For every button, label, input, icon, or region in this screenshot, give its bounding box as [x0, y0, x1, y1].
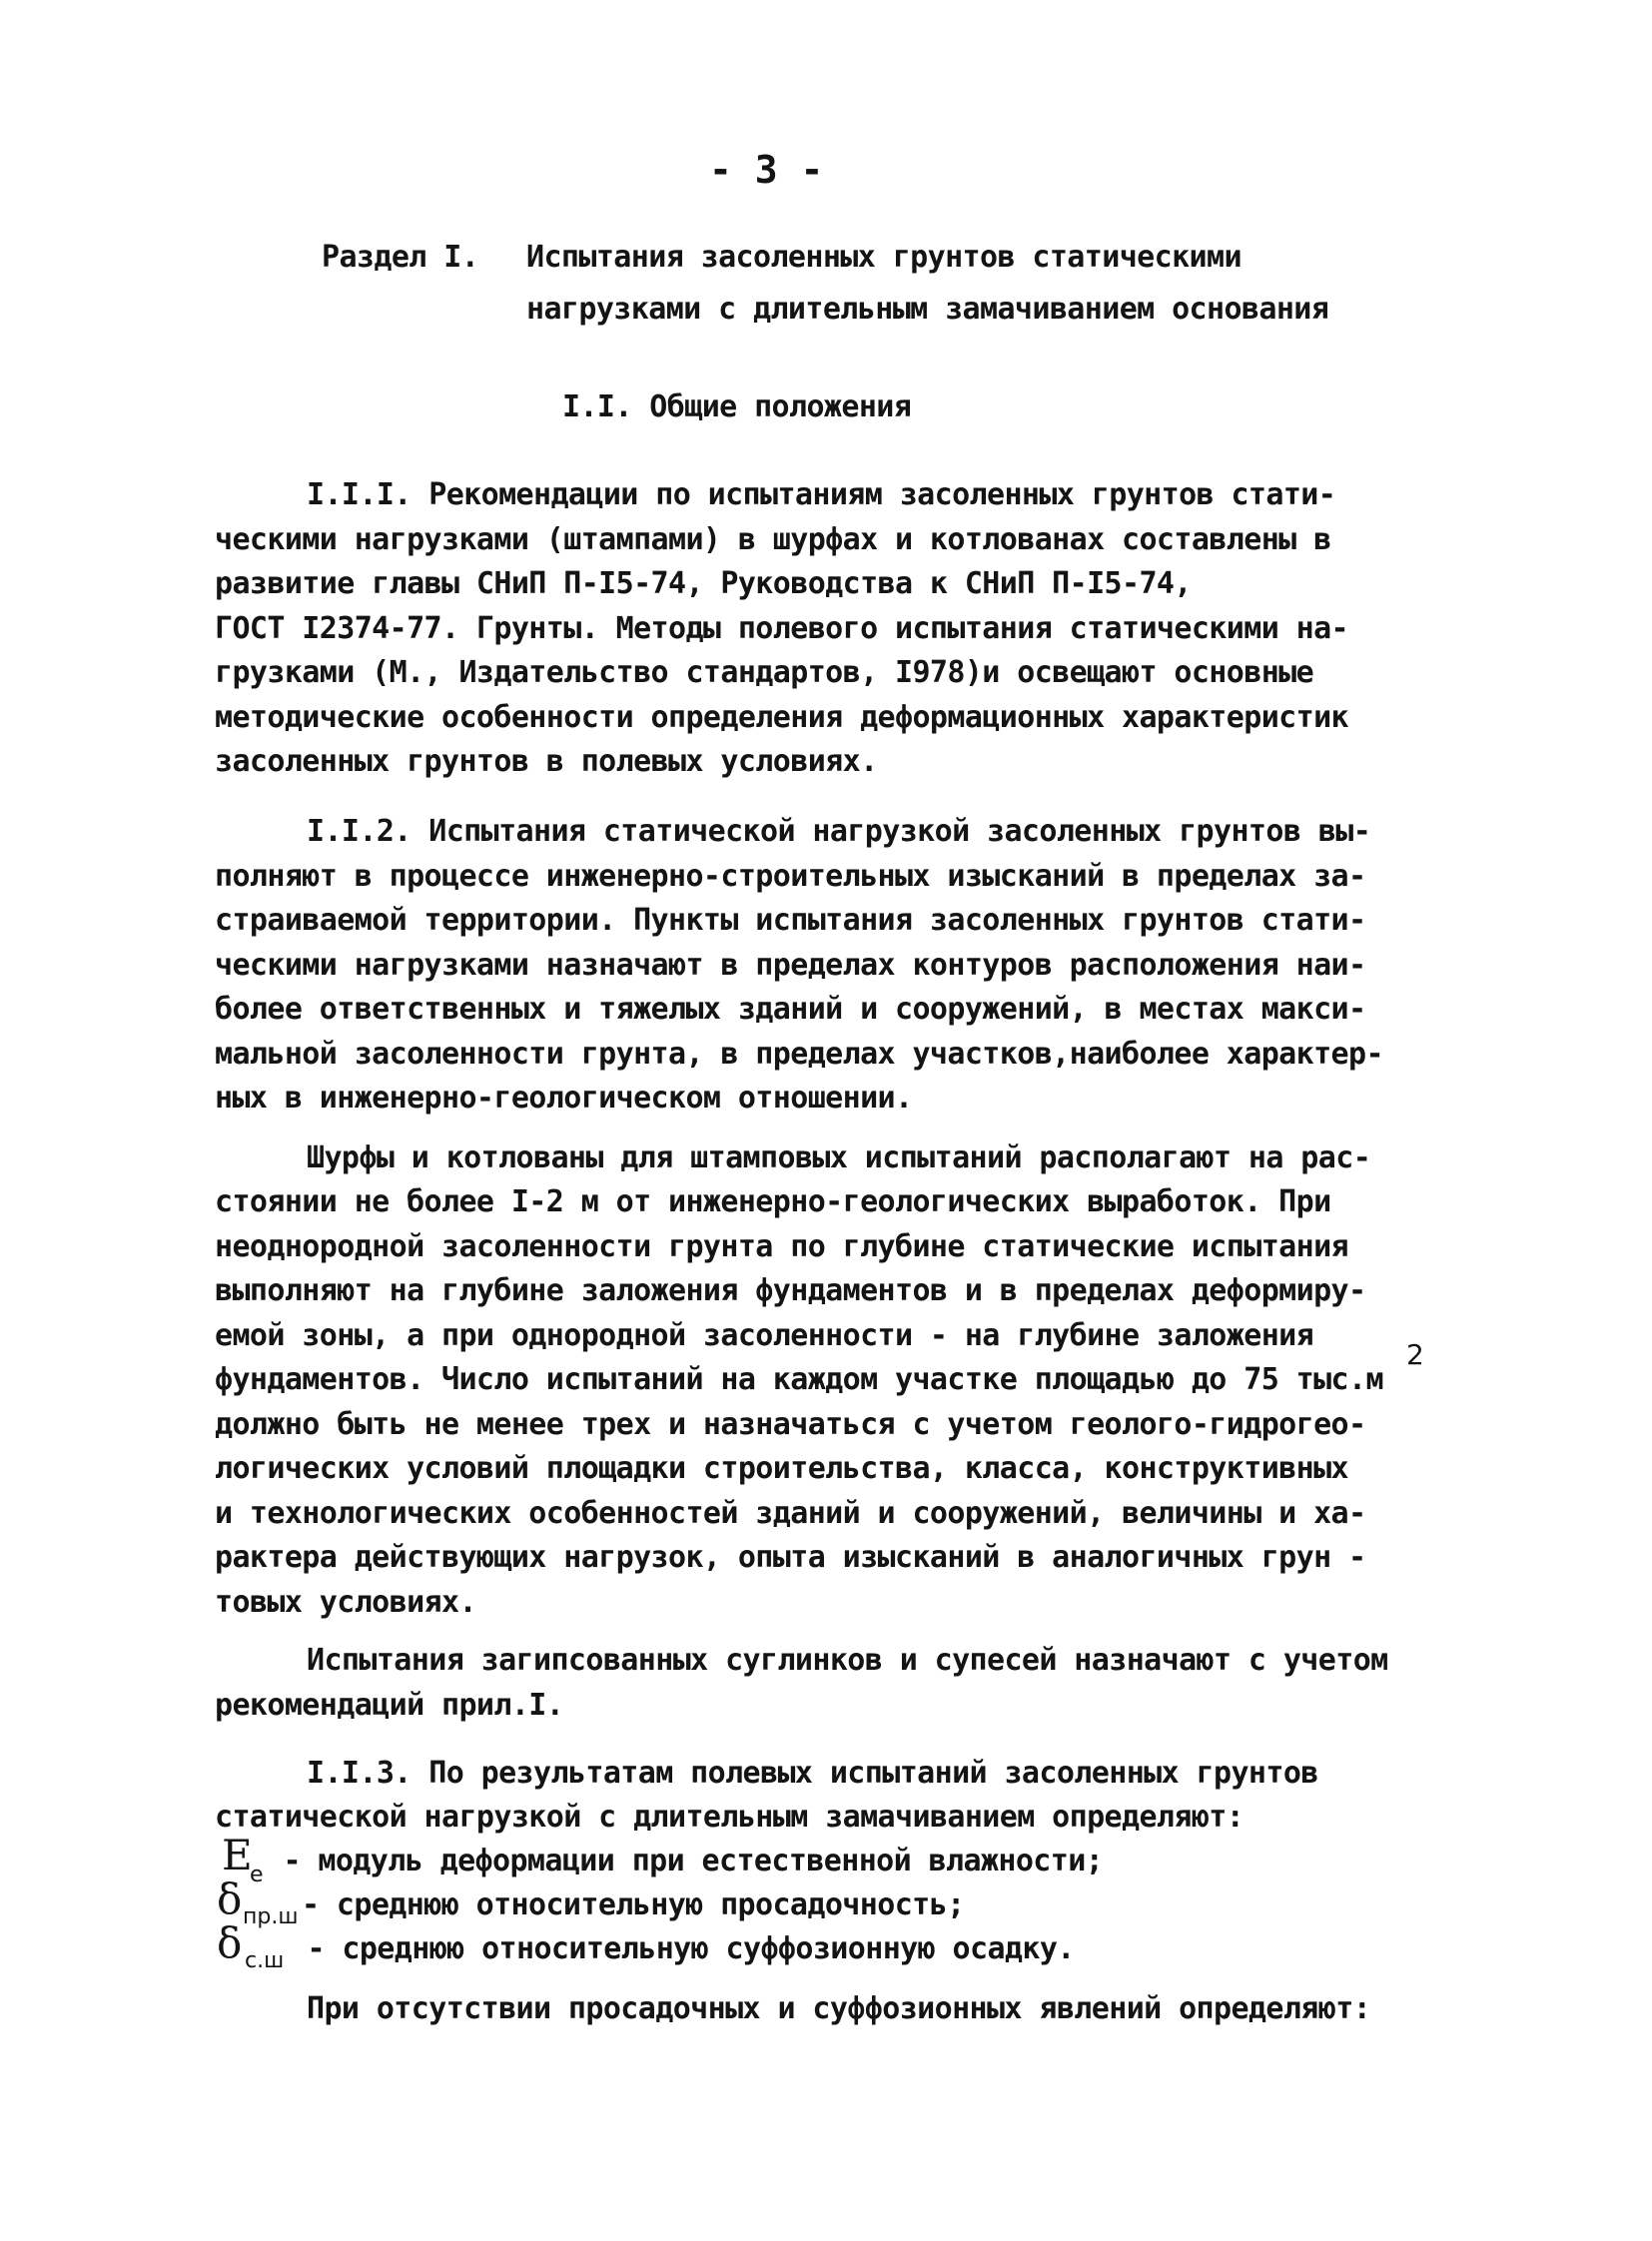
text-line: I.I.2. Испытания статической нагрузкой засоленных грунтов вы-: [307, 814, 1371, 849]
text-line: логических условий площадки строительства, класса, конструктивных: [215, 1451, 1348, 1486]
page-number: - 3 -: [709, 148, 824, 192]
text-line: ческими нагрузками назначают в пределах контуров расположения наи-: [215, 948, 1366, 983]
text-line: фундаментов. Число испытаний на каждом участке площадью до 75 тыс.м: [215, 1362, 1383, 1397]
text-line: засоленных грунтов в полевых условиях.: [215, 744, 878, 779]
text-line: рактера действующих нагрузок, опыта изысканий в аналогичных грун -: [215, 1540, 1366, 1575]
text-line: I.I.3. По результатам полевых испытаний засоленных грунтов: [307, 1756, 1318, 1791]
symbol-delta-subscript: с.ш: [245, 1948, 285, 1973]
symbol-delta: δ: [217, 1874, 243, 1923]
text-line: должно быть не менее трех и назначаться с учетом геолого-гидрогео-: [215, 1407, 1366, 1442]
text-line: стоянии не более I-2 м от инженерно-геологических выработок. При: [215, 1184, 1331, 1219]
text-line: емой зоны, а при однородной засоленности - на глубине заложения: [215, 1318, 1314, 1353]
text-line: выполняют на глубине заложения фундаментов и в пределах деформиру-: [215, 1273, 1366, 1308]
text-line: развитие главы СНиП П-I5-74, Руководства к СНиП П-I5-74,: [215, 566, 1192, 601]
text-line: Испытания загипсованных суглинков и супесей назначают с учетом: [307, 1643, 1388, 1678]
text-line: ческими нагрузками (штампами) в шурфах и котлованах составлены в: [215, 522, 1331, 557]
section-title-line-2: нагрузками с длительным замачиванием основания: [526, 292, 1329, 327]
definition-text: - среднюю относительную просадочность;: [302, 1887, 965, 1922]
definition-text: - среднюю относительную суффозионную осадку.: [290, 1931, 1075, 1966]
text-line: товых условиях.: [215, 1585, 476, 1620]
text-line: ГОСТ I2374-77. Грунты. Методы полевого испытания статическими на-: [215, 611, 1348, 646]
symbol-e-subscript: e: [250, 1863, 264, 1887]
subsection-title: I.I. Общие положения: [562, 389, 912, 424]
text-line: полняют в процессе инженерно-строительных изысканий в пределах за-: [215, 859, 1366, 894]
symbol-delta-subscript: пр.ш: [243, 1904, 299, 1929]
text-line: и технологических особенностей зданий и сооружений, величины и ха-: [215, 1496, 1366, 1531]
text-line: ных в инженерно-геологическом отношении.: [215, 1081, 913, 1116]
text-line: методические особенности определения деформационных характеристик: [215, 700, 1348, 735]
text-line: I.I.I. Рекомендации по испытаниям засоленных грунтов стати-: [307, 477, 1336, 512]
text-line: статической нагрузкой с длительным замачиванием определяют:: [215, 1800, 1244, 1835]
text-line: страиваемой территории. Пункты испытания засоленных грунтов стати-: [215, 903, 1366, 938]
text-line: грузками (М., Издательство стандартов, I978)и освещают основные: [215, 655, 1314, 690]
section-title-line-1: Испытания засоленных грунтов статическими: [526, 240, 1241, 275]
definition-text: - модуль деформации при естественной влажности;: [266, 1844, 1104, 1878]
section-label: Раздел I.: [322, 240, 479, 275]
superscript-2: 2: [1406, 1338, 1424, 1371]
text-line: рекомендаций прил.I.: [215, 1688, 564, 1723]
text-line: мальной засоленности грунта, в пределах участков,наиболее характер-: [215, 1037, 1383, 1072]
text-line: более ответственных и тяжелых зданий и сооружений, в местах макси-: [215, 992, 1366, 1027]
text-line: неоднородной засоленности грунта по глубине статические испытания: [215, 1229, 1348, 1264]
text-line: Шурфы и котлованы для штамповых испытаний располагают на рас-: [307, 1140, 1371, 1175]
text-line: При отсутствии просадочных и суффозионных явлений определяют:: [307, 1991, 1371, 2026]
symbol-delta: δ: [217, 1918, 243, 1967]
symbol-e: E: [222, 1831, 253, 1879]
